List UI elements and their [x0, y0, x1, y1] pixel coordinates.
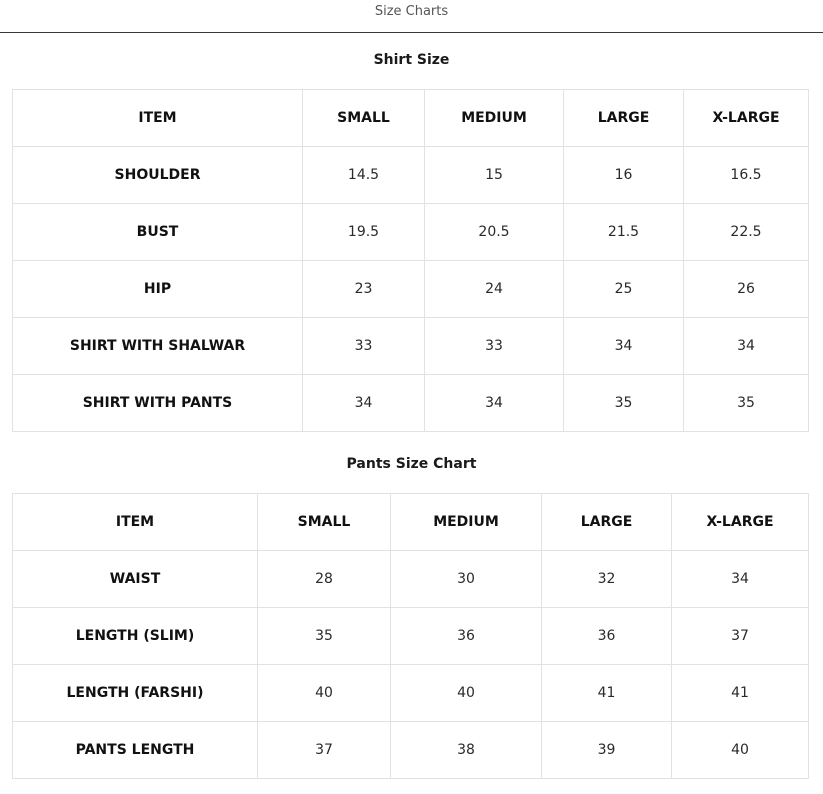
table-row [13, 665, 809, 722]
table-cell: 40 [391, 665, 542, 722]
table-header-row [13, 494, 809, 551]
table-cell: 33 [303, 318, 425, 375]
column-header: SMALL [258, 494, 391, 551]
table-row [13, 204, 809, 261]
shirt-size-table [12, 89, 809, 432]
pants-size-title: Pants Size Chart [346, 456, 477, 472]
table-cell: 41 [672, 665, 809, 722]
table-row [13, 147, 809, 204]
row-item-label: HIP [13, 261, 303, 318]
table-row [13, 551, 809, 608]
pants-size-table [12, 493, 809, 779]
column-header: SMALL [303, 90, 425, 147]
table-cell: 35 [258, 608, 391, 665]
row-item-label: PANTS LENGTH [13, 722, 258, 779]
table-cell: 24 [425, 261, 564, 318]
table-cell: 16.5 [684, 147, 809, 204]
table-header-row [13, 90, 809, 147]
table-cell: 36 [391, 608, 542, 665]
row-item-label: WAIST [13, 551, 258, 608]
table-cell: 37 [258, 722, 391, 779]
table-cell: 14.5 [303, 147, 425, 204]
table-cell: 40 [258, 665, 391, 722]
table-cell: 40 [672, 722, 809, 779]
table-cell: 30 [391, 551, 542, 608]
table-cell: 34 [425, 375, 564, 432]
table-cell: 22.5 [684, 204, 809, 261]
table-cell: 33 [425, 318, 564, 375]
table-cell: 19.5 [303, 204, 425, 261]
row-item-label: LENGTH (SLIM) [13, 608, 258, 665]
table-cell: 16 [564, 147, 684, 204]
table-cell: 28 [258, 551, 391, 608]
table-cell: 35 [684, 375, 809, 432]
table-row [13, 375, 809, 432]
table-cell: 34 [684, 318, 809, 375]
page-header [0, 0, 823, 33]
row-item-label: SHIRT WITH SHALWAR [13, 318, 303, 375]
table-row [13, 261, 809, 318]
table-cell: 37 [672, 608, 809, 665]
row-item-label: BUST [13, 204, 303, 261]
table-cell: 32 [542, 551, 672, 608]
column-header: X-LARGE [684, 90, 809, 147]
table-cell: 25 [564, 261, 684, 318]
page-title: Size Charts [374, 4, 449, 19]
row-item-label: SHOULDER [13, 147, 303, 204]
table-cell: 15 [425, 147, 564, 204]
column-header: LARGE [542, 494, 672, 551]
table-cell: 38 [391, 722, 542, 779]
table-cell: 34 [303, 375, 425, 432]
table-row [13, 318, 809, 375]
column-header: ITEM [13, 90, 303, 147]
column-header: MEDIUM [391, 494, 542, 551]
column-header: X-LARGE [672, 494, 809, 551]
column-header: ITEM [13, 494, 258, 551]
table-cell: 26 [684, 261, 809, 318]
table-cell: 34 [564, 318, 684, 375]
shirt-size-title: Shirt Size [373, 52, 450, 68]
column-header: MEDIUM [425, 90, 564, 147]
table-cell: 36 [542, 608, 672, 665]
row-item-label: LENGTH (FARSHI) [13, 665, 258, 722]
table-cell: 35 [564, 375, 684, 432]
table-cell: 39 [542, 722, 672, 779]
column-header: LARGE [564, 90, 684, 147]
table-cell: 41 [542, 665, 672, 722]
table-cell: 21.5 [564, 204, 684, 261]
table-row [13, 608, 809, 665]
table-cell: 23 [303, 261, 425, 318]
table-row [13, 722, 809, 779]
table-cell: 34 [672, 551, 809, 608]
table-cell: 20.5 [425, 204, 564, 261]
row-item-label: SHIRT WITH PANTS [13, 375, 303, 432]
